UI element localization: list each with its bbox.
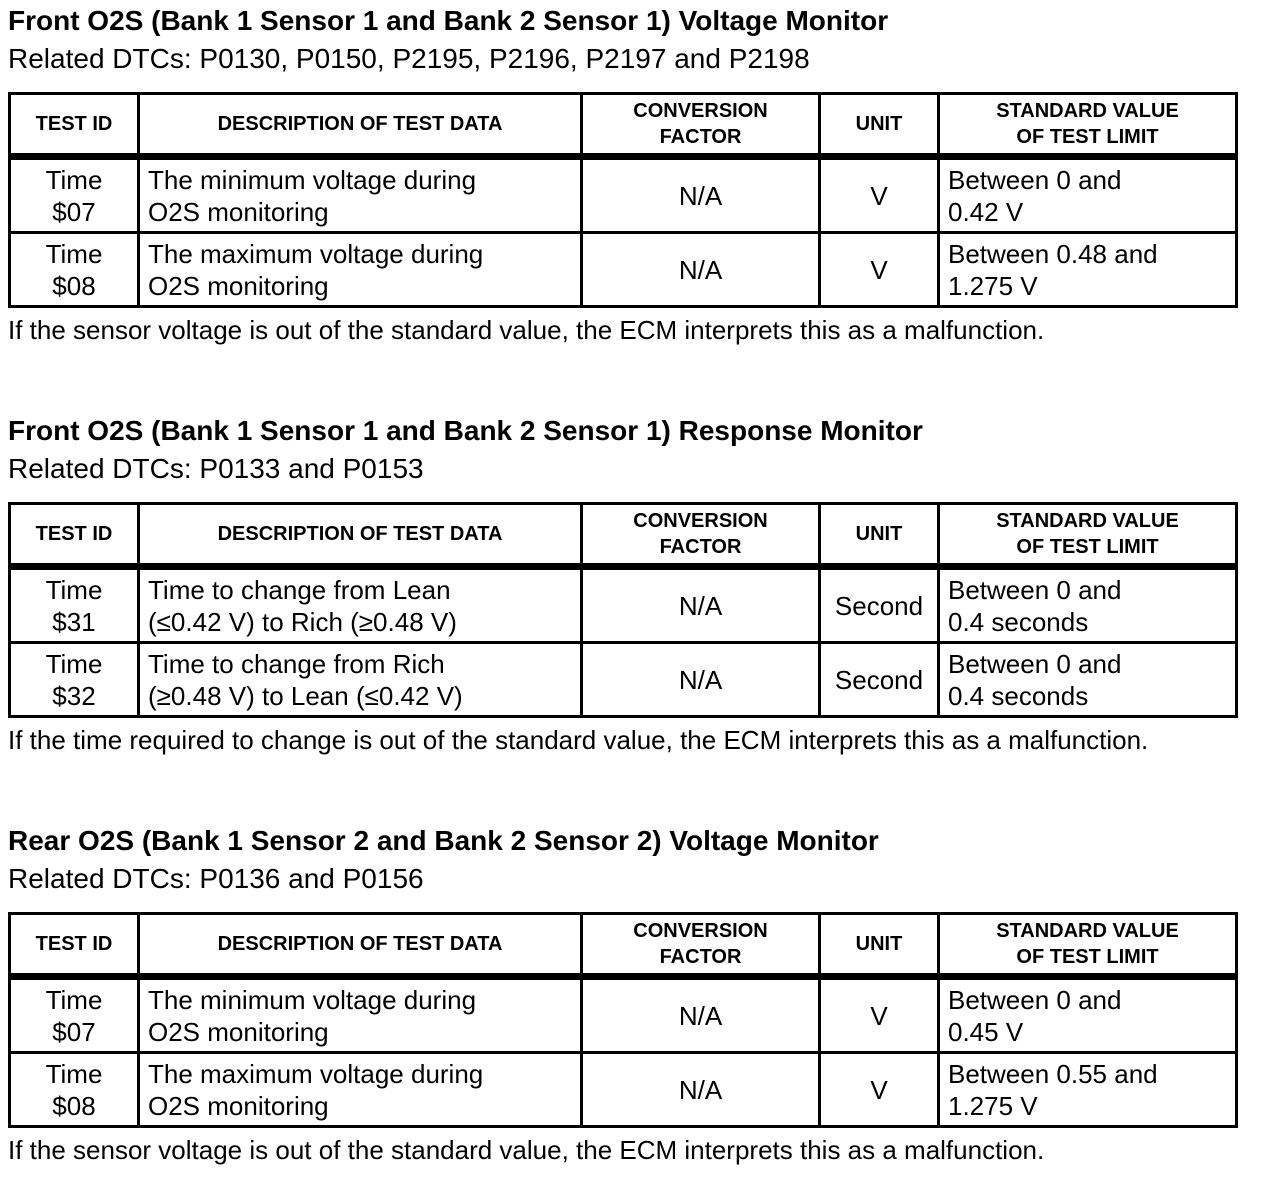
section-note: If the time required to change is out of the standard value, the ECM interprets this as a malfunction.	[8, 725, 1149, 755]
header-test-id: TEST ID	[10, 94, 139, 157]
test-table	[8, 92, 1238, 308]
cell-conversion: N/A	[582, 977, 820, 1053]
cell-unit: V	[820, 1053, 939, 1127]
cell-conversion: N/A	[582, 567, 820, 643]
cell-description: Time to change from Lean (≤0.42 V) to Rich (≥0.48 V)	[139, 567, 582, 643]
cell-conversion: N/A	[582, 1053, 820, 1127]
table-header-row	[10, 504, 1237, 567]
table-header-row	[10, 914, 1237, 977]
table-row	[10, 1053, 1237, 1127]
section-note: If the sensor voltage is out of the standard value, the ECM interprets this as a malfunction.	[8, 1135, 1045, 1165]
table-row	[10, 233, 1237, 307]
cell-conversion: N/A	[582, 157, 820, 233]
header-conversion-factor: CONVERSION FACTOR	[582, 914, 820, 977]
header-test-id: TEST ID	[10, 914, 139, 977]
table-row	[10, 643, 1237, 717]
cell-standard: Between 0 and 0.42 V	[939, 157, 1237, 233]
table-row	[10, 977, 1237, 1053]
cell-description: The maximum voltage during O2S monitoring	[139, 1053, 582, 1127]
cell-standard: Between 0.55 and 1.275 V	[939, 1053, 1237, 1127]
header-unit: UNIT	[820, 94, 939, 157]
header-standard-value: STANDARD VALUE OF TEST LIMIT	[939, 504, 1237, 567]
cell-unit: V	[820, 157, 939, 233]
cell-standard: Between 0 and 0.4 seconds	[939, 643, 1237, 717]
header-description: DESCRIPTION OF TEST DATA	[139, 914, 582, 977]
section-rear-o2s-voltage	[8, 824, 1236, 1165]
cell-unit: Second	[820, 643, 939, 717]
header-description: DESCRIPTION OF TEST DATA	[139, 94, 582, 157]
cell-standard: Between 0 and 0.45 V	[939, 977, 1237, 1053]
cell-test-id: Time $31	[10, 567, 139, 643]
header-test-id: TEST ID	[10, 504, 139, 567]
section-title: Front O2S (Bank 1 Sensor 1 and Bank 2 Sensor 1) Voltage Monitor	[8, 5, 889, 36]
section-front-o2s-response	[8, 414, 1236, 755]
cell-test-id: Time $07	[10, 977, 139, 1053]
cell-description: Time to change from Rich (≥0.48 V) to Lean (≤0.42 V)	[139, 643, 582, 717]
cell-unit: V	[820, 977, 939, 1053]
section-note: If the sensor voltage is out of the standard value, the ECM interprets this as a malfunction.	[8, 315, 1045, 345]
related-dtcs: Related DTCs: P0130, P0150, P2195, P2196, P2197 and P2198	[8, 43, 810, 74]
cell-conversion: N/A	[582, 233, 820, 307]
header-standard-value: STANDARD VALUE OF TEST LIMIT	[939, 94, 1237, 157]
header-description: DESCRIPTION OF TEST DATA	[139, 504, 582, 567]
section-title: Rear O2S (Bank 1 Sensor 2 and Bank 2 Sensor 2) Voltage Monitor	[8, 825, 879, 856]
header-unit: UNIT	[820, 504, 939, 567]
test-table	[8, 912, 1238, 1128]
table-row	[10, 567, 1237, 643]
cell-unit: V	[820, 233, 939, 307]
cell-standard: Between 0 and 0.4 seconds	[939, 567, 1237, 643]
section-title: Front O2S (Bank 1 Sensor 1 and Bank 2 Sensor 1) Response Monitor	[8, 415, 923, 446]
table-row	[10, 157, 1237, 233]
header-unit: UNIT	[820, 914, 939, 977]
cell-description: The minimum voltage during O2S monitoring	[139, 977, 582, 1053]
cell-standard: Between 0.48 and 1.275 V	[939, 233, 1237, 307]
cell-test-id: Time $08	[10, 233, 139, 307]
cell-description: The minimum voltage during O2S monitoring	[139, 157, 582, 233]
cell-conversion: N/A	[582, 643, 820, 717]
test-table	[8, 502, 1238, 718]
header-standard-value: STANDARD VALUE OF TEST LIMIT	[939, 914, 1237, 977]
cell-test-id: Time $07	[10, 157, 139, 233]
cell-test-id: Time $32	[10, 643, 139, 717]
header-conversion-factor: CONVERSION FACTOR	[582, 94, 820, 157]
table-header-row	[10, 94, 1237, 157]
cell-description: The maximum voltage during O2S monitoring	[139, 233, 582, 307]
cell-test-id: Time $08	[10, 1053, 139, 1127]
related-dtcs: Related DTCs: P0133 and P0153	[8, 453, 424, 484]
cell-unit: Second	[820, 567, 939, 643]
header-conversion-factor: CONVERSION FACTOR	[582, 504, 820, 567]
related-dtcs: Related DTCs: P0136 and P0156	[8, 863, 424, 894]
section-front-o2s-voltage	[8, 4, 1236, 345]
